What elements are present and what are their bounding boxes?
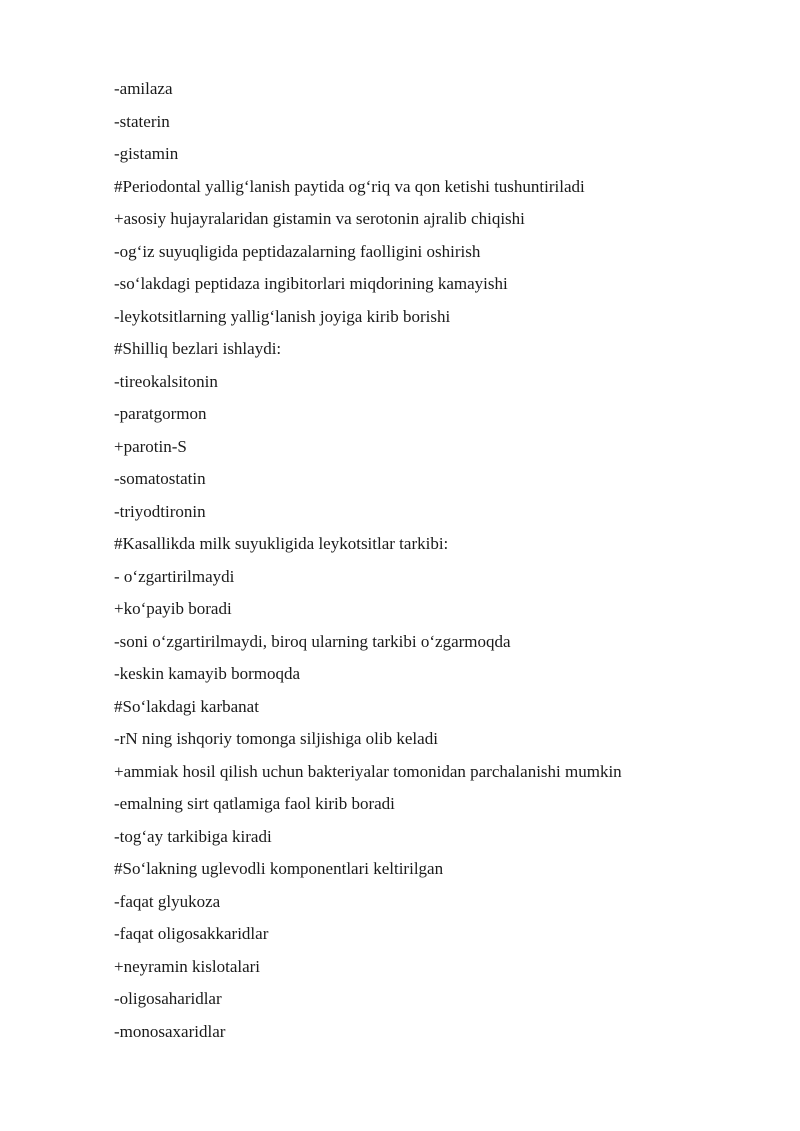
question-line: #Periodontal yallig‘lanish paytida og‘riq va qon ketishi tushuntiriladi [114, 176, 585, 196]
answer-option: -tog‘ay tarkibiga kiradi [114, 826, 272, 846]
answer-option: -paratgormon [114, 404, 207, 423]
answer-option: -gistamin [114, 144, 179, 163]
text-body [114, 73, 754, 1048]
answer-option: -oligosaharidlar [114, 989, 222, 1008]
answer-option: -so‘lakdagi peptidaza ingibitorlari miqdorining kamayishi [114, 274, 508, 293]
answer-option: - o‘zgartirilmaydi [114, 566, 235, 586]
answer-option: -tireokalsitonin [114, 371, 218, 391]
correct-answer-option: +parotin-S [114, 436, 187, 456]
answer-option: -og‘iz suyuqligida peptidazalarning faolligini oshirish [114, 241, 481, 261]
correct-answer-option: +ammiak hosil qilish uchun bakteriyalar tomonidan parchalanishi mumkin [114, 761, 622, 781]
correct-answer-option: +ko‘payib boradi [114, 599, 232, 618]
answer-option: -somatostatin [114, 469, 206, 488]
correct-answer-option: +asosiy hujayralaridan gistamin va serotonin ajralib chiqishi [114, 209, 525, 228]
answer-option: -keskin kamayib bormoqda [114, 664, 301, 683]
answer-option: -leykotsitlarning yallig‘lanish joyiga kirib borishi [114, 306, 451, 326]
correct-answer-option: +neyramin kislotalari [114, 956, 261, 976]
answer-option: -emalning sirt qatlamiga faol kirib boradi [114, 794, 395, 813]
question-line: #Kasallikda milk suyukligida leykotsitlar tarkibi: [114, 534, 449, 553]
answer-option: -faqat glyukoza [114, 891, 221, 911]
question-line: #Shilliq bezlari ishlaydi: [114, 339, 282, 358]
answer-option: -amilaza [114, 79, 173, 98]
answer-option: -staterin [114, 111, 170, 131]
question-line: #So‘lakning uglevodli komponentlari keltirilgan [114, 859, 444, 878]
answer-option: -monosaxaridlar [114, 1021, 226, 1041]
answer-option: -triyodtironin [114, 501, 206, 521]
question-line: #So‘lakdagi karbanat [114, 696, 259, 716]
answer-option: -rN ning ishqoriy tomonga siljishiga olib keladi [114, 729, 438, 748]
answer-option: -faqat oligosakkaridlar [114, 924, 269, 943]
answer-option: -soni o‘zgartirilmaydi, biroq ularning tarkibi o‘zgarmoqda [114, 631, 511, 651]
